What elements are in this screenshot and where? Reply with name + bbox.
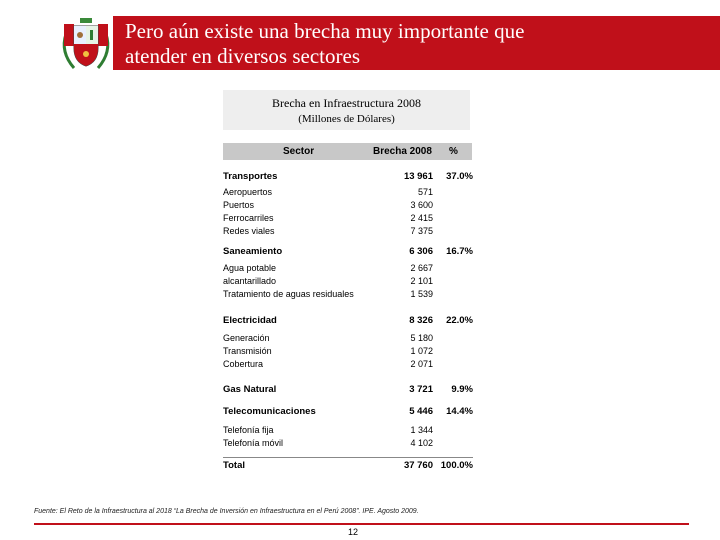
slide-title: Pero aún existe una brecha muy importante que atender en diversos sectores [125, 19, 525, 68]
row-sector: Puertos [223, 200, 255, 210]
header-value: Brecha 2008 [373, 146, 432, 157]
table-row [223, 186, 474, 199]
row-value: 3 600 [410, 200, 433, 210]
table-row [223, 225, 474, 238]
table-row [223, 170, 474, 183]
table-row-total [223, 459, 474, 472]
row-sector: Cobertura [223, 359, 264, 369]
row-sector: Tratamiento de aguas residuales [223, 289, 354, 299]
row-sector: Generación [223, 333, 270, 343]
row-sector: Redes viales [223, 226, 275, 236]
table-row [223, 405, 474, 418]
header-sector: Sector [283, 146, 315, 157]
table-row [223, 199, 474, 212]
row-value: 6 306 [409, 246, 433, 257]
table-row [223, 345, 474, 358]
table-row [223, 275, 474, 288]
row-value: 5 180 [410, 333, 433, 343]
row-sector: Telefonía fija [223, 425, 274, 435]
row-value: 7 375 [410, 226, 433, 236]
footer-divider [34, 523, 689, 525]
table-header [223, 143, 472, 160]
row-pct: 9.9% [451, 384, 473, 395]
table-subtitle: (Millones de Dólares) [298, 113, 395, 125]
row-value: 2 071 [410, 359, 433, 369]
row-value: 1 072 [410, 346, 433, 356]
coat-of-arms-icon [58, 14, 114, 72]
table-row [223, 358, 474, 371]
row-value: 571 [417, 187, 433, 197]
table-row [223, 262, 474, 275]
table-title: Brecha en Infraestructura 2008 [272, 96, 421, 110]
row-value: 1 539 [410, 289, 433, 299]
row-pct: 22.0% [446, 315, 473, 326]
source-note: Fuente: El Reto de la Infraestructura al 2018 “La Brecha de Inversión en Infraestructura en el Perú 2008”. IPE. Agosto 2009. [34, 508, 419, 515]
row-sector: Total [223, 460, 245, 471]
row-sector: Ferrocarriles [223, 213, 274, 223]
row-sector: Saneamiento [223, 246, 283, 257]
table-title-box [223, 90, 470, 130]
row-sector: Telefonía móvil [223, 438, 284, 448]
row-value: 2 101 [410, 276, 433, 286]
row-pct: 16.7% [446, 246, 473, 257]
row-sector: Telecomunicaciones [223, 406, 316, 417]
table-row [223, 383, 474, 396]
row-value: 8 326 [409, 315, 433, 326]
row-value: 2 415 [410, 213, 433, 223]
row-value: 4 102 [410, 438, 433, 448]
row-value: 3 721 [409, 384, 433, 395]
row-sector: alcantarillado [223, 276, 277, 286]
row-pct: 14.4% [446, 406, 473, 417]
table-row [223, 212, 474, 225]
row-value: 13 961 [403, 171, 433, 182]
row-sector: Electricidad [223, 315, 277, 326]
row-value: 5 446 [409, 406, 433, 417]
row-sector: Transmisión [223, 346, 272, 356]
slide-header [58, 14, 690, 72]
row-sector: Transportes [223, 171, 278, 182]
row-sector: Aeropuertos [223, 187, 273, 197]
table-row [223, 332, 474, 345]
table-row [223, 424, 474, 437]
row-value: 1 344 [410, 425, 433, 435]
row-value: 37 760 [403, 460, 433, 471]
table-row [223, 245, 474, 258]
table-row [223, 314, 474, 327]
row-pct: 100.0% [440, 460, 473, 471]
row-sector: Agua potable [223, 263, 277, 273]
header-pct: % [449, 146, 458, 157]
row-sector: Gas Natural [223, 384, 277, 395]
page-number: 12 [348, 527, 359, 537]
total-divider [223, 457, 473, 458]
table-row [223, 437, 474, 450]
table-row [223, 288, 474, 301]
row-pct: 37.0% [446, 171, 473, 182]
title-bar [113, 16, 720, 70]
row-value: 2 667 [410, 263, 433, 273]
